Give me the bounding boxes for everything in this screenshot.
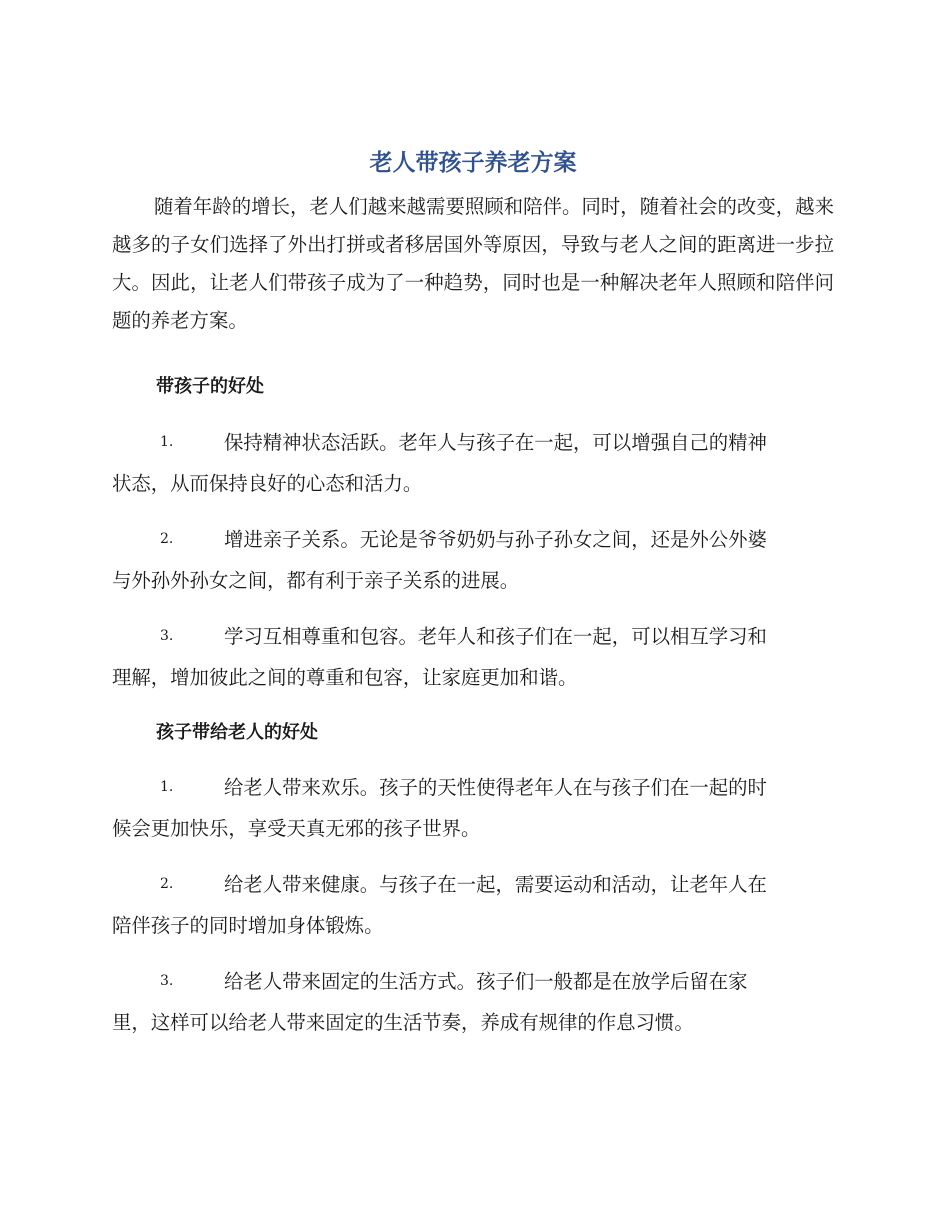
list-item — [112, 519, 834, 601]
list-item-line1: 给老人带来固定的生活方式。孩子们一般都是在放学后留在家 — [224, 970, 748, 993]
list-number: 2. — [160, 531, 174, 547]
list-item-line1: 给老人带来欢乐。孩子的天性使得老年人在与孩子们在一起的时 — [224, 776, 767, 799]
list-item — [112, 864, 834, 946]
list-number: 1. — [160, 434, 174, 450]
list-item — [112, 616, 834, 698]
list-item-line1: 增进亲子关系。无论是爷爷奶奶与孙子孙女之间，还是外公外婆 — [224, 528, 767, 551]
section-heading-benefits-for-elderly: 孩子带给老人的好处 — [156, 722, 318, 743]
list-item-line2: 候会更加快乐，享受天真无邪的孩子世界。 — [112, 817, 481, 840]
list-item — [112, 767, 834, 849]
list-item-line2: 里，这样可以给老人带来固定的生活节奏，养成有规律的作息习惯。 — [112, 1011, 694, 1034]
document-title: 老人带孩子养老方案 — [369, 150, 577, 176]
list-item-line2: 理解，增加彼此之间的尊重和包容，让家庭更加和谐。 — [112, 666, 578, 689]
list-item-line1: 学习互相尊重和包容。老年人和孩子们在一起，可以相互学习和 — [224, 625, 767, 648]
list-item-line2: 与外孙外孙女之间，都有利于亲子关系的进展。 — [112, 569, 520, 592]
list-item-line1: 给老人带来健康。与孩子在一起，需要运动和活动，让老年人在 — [224, 873, 767, 896]
intro-paragraph: 随着年龄的增长，老人们越来越需要照顾和陪伴。同时，随着社会的改变，越来越多的子女们选择了外出打拼或者移居国外等原因，导致与老人之间的距离进一步拉大。因此，让老人们带孩子成为了一种趋势，同时也是一种解决老年人照顾和陪伴问题的养老方案。 — [112, 195, 834, 332]
list-item-line2: 陪伴孩子的同时增加身体锻炼。 — [112, 914, 384, 937]
list-number: 2. — [160, 876, 174, 892]
list-item-line2: 状态，从而保持良好的心态和活力。 — [112, 472, 423, 495]
list-item — [112, 422, 834, 504]
list-number: 3. — [160, 628, 174, 644]
section-heading-benefits-of-childcare: 带孩子的好处 — [156, 376, 264, 397]
list-item — [112, 961, 834, 1043]
list-number: 3. — [160, 973, 174, 989]
list-item-line1: 保持精神状态活跃。老年人与孩子在一起，可以增强自己的精神 — [224, 431, 767, 454]
list-number: 1. — [160, 779, 174, 795]
